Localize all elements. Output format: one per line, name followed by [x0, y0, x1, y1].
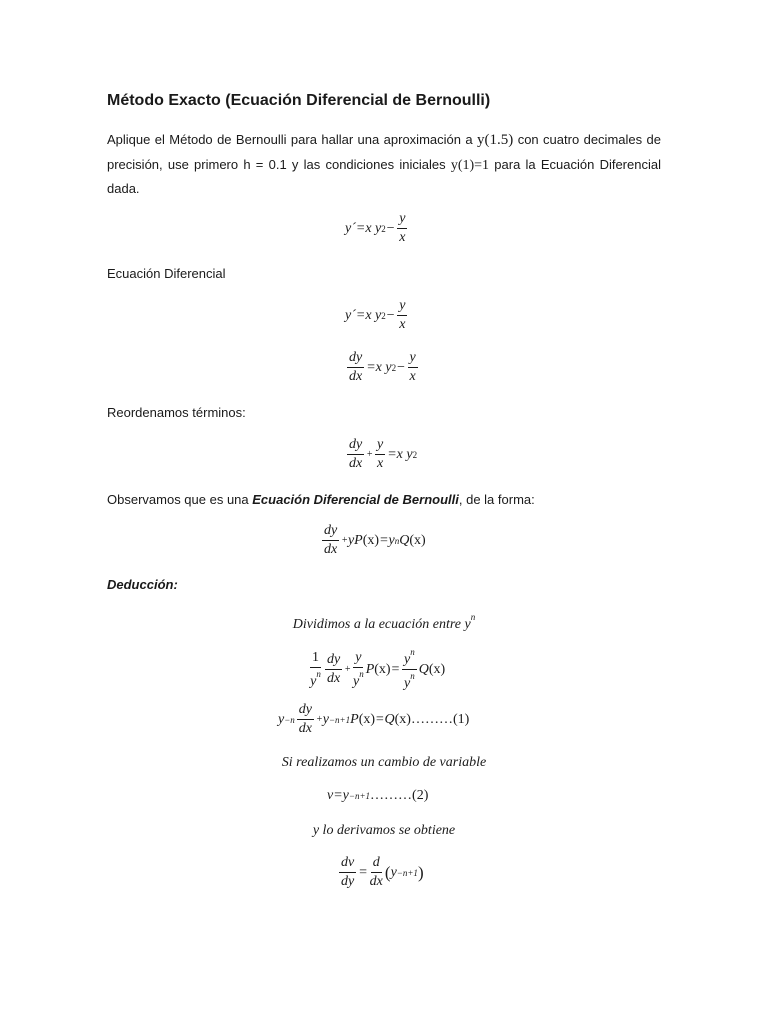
- fraction-y-over-x: [397, 212, 407, 245]
- denominator: dx: [369, 874, 383, 889]
- paren-x: (x): [394, 711, 411, 727]
- denominator: x: [409, 369, 416, 384]
- numerator: dy: [297, 703, 314, 720]
- observamos-text: Observamos que es una: [107, 492, 253, 507]
- dividimos-text: Dividimos a la ecuación entre y: [292, 617, 471, 632]
- equation-reordered: [345, 438, 417, 471]
- fraction-dv-dy: [339, 856, 356, 889]
- numerator: y: [408, 351, 418, 368]
- exp-2: 2: [381, 223, 386, 234]
- numerator: [402, 648, 417, 670]
- P-term: P: [365, 661, 375, 677]
- minus-sign: −: [385, 220, 396, 236]
- exp-neg-n-plus-1: −n+1: [348, 791, 371, 801]
- fraction-y-over-x: [375, 438, 385, 471]
- math-y-1-5: y(1.5): [477, 132, 514, 148]
- denominator: x: [376, 456, 384, 471]
- exp-n: n: [316, 668, 321, 679]
- P-term: P: [350, 711, 359, 727]
- denominator: [404, 670, 415, 691]
- y-term: y: [278, 711, 285, 727]
- eq-rhs: =x y: [366, 359, 392, 375]
- y-term: y: [390, 864, 397, 880]
- exp-n: n: [410, 671, 415, 681]
- denominator: dy: [341, 874, 355, 889]
- equation-2: [327, 788, 428, 804]
- observamos-bold: Ecuación Diferencial de Bernoulli: [252, 492, 459, 507]
- text-derivamos: y lo derivamos se obtiene: [312, 823, 456, 838]
- Q-term: Q: [384, 711, 395, 727]
- numerator: d: [371, 856, 382, 873]
- numerator: 1: [310, 651, 321, 668]
- paren-x: (x): [374, 661, 391, 677]
- fraction-y-over-x: [397, 299, 407, 332]
- intro-text-3: para la Ecuación Diferencial dada.: [107, 156, 661, 196]
- exp-neg-n-plus-1: −n+1: [396, 867, 418, 878]
- denominator: dx: [298, 721, 313, 736]
- equation-number-1: ………(1): [410, 711, 470, 727]
- label-deduccion: Deducción:: [107, 577, 178, 592]
- fraction-y-over-x: [408, 351, 418, 384]
- yP-term: yP: [347, 532, 363, 548]
- paren-x: (x): [428, 661, 446, 677]
- exp-2: 2: [381, 310, 386, 321]
- y-term: y: [322, 711, 329, 727]
- Q-term: Q: [399, 532, 410, 548]
- numerator: dy: [325, 653, 342, 670]
- exp-n: n: [394, 535, 400, 546]
- text-cambio-variable: Si realizamos un cambio de variable: [281, 755, 487, 770]
- numerator: dy: [347, 351, 364, 368]
- plus-sign: +: [316, 714, 323, 725]
- fraction-y-over-yn: [353, 651, 364, 689]
- intro-paragraph: [107, 128, 661, 201]
- fraction-1-over-yn: [310, 651, 321, 689]
- numerator: y: [397, 299, 407, 316]
- equals-sign: =: [358, 864, 368, 880]
- exp-n: n: [359, 668, 364, 679]
- math-y-1-equals-1: y(1)=1: [450, 157, 490, 173]
- numerator: y: [397, 212, 407, 229]
- v-equals-y: v=y: [327, 788, 349, 803]
- equation-derivative: [337, 856, 424, 889]
- y-term: y: [388, 532, 395, 548]
- eq-rhs: =x y: [387, 446, 413, 462]
- numerator: y: [353, 651, 363, 668]
- plus-sign: +: [366, 449, 373, 460]
- denominator: dx: [349, 369, 363, 384]
- den-y: y: [310, 673, 317, 689]
- fraction-yn-over-yn: [402, 648, 417, 691]
- numerator: dy: [347, 438, 364, 455]
- fraction-dy-dx: [297, 703, 314, 736]
- paren-x: (x): [409, 532, 426, 548]
- exp-neg-n: −n: [284, 714, 295, 725]
- equation-divided: [308, 648, 445, 691]
- exp-2: 2: [391, 362, 397, 373]
- numerator: y: [375, 438, 385, 455]
- minus-sign: −: [396, 359, 406, 375]
- fraction-d-dx: [370, 856, 383, 889]
- label-observamos: [107, 492, 535, 507]
- den-y: y: [404, 676, 411, 691]
- equals-sign: =: [375, 711, 385, 727]
- observamos-post: , de la forma:: [458, 492, 535, 507]
- plus-sign: +: [344, 664, 351, 675]
- paren-x: (x): [362, 532, 380, 548]
- label-ecuacion-diferencial: Ecuación Diferencial: [107, 266, 226, 281]
- label-reordenamos: Reordenamos términos:: [107, 405, 246, 420]
- denominator: [353, 668, 364, 689]
- numerator: dv: [339, 856, 356, 873]
- intro-text-1: Aplique el Método de Bernoulli para hallar una aproximación a: [107, 132, 478, 147]
- equation-number-2: ………(2): [370, 788, 429, 803]
- numerator: dy: [322, 524, 339, 541]
- fraction-dy-dx: [322, 524, 339, 557]
- denominator: dx: [349, 456, 363, 471]
- equals-sign: =: [390, 661, 401, 677]
- exp-n: n: [470, 612, 476, 622]
- paren-open: (: [384, 862, 391, 882]
- fraction-dy-dx: [325, 653, 342, 686]
- paren-close: ): [417, 862, 424, 882]
- plus-sign: +: [341, 535, 348, 546]
- equation-bernoulli-form: [320, 524, 426, 557]
- eq-lhs: y´=x y: [345, 307, 382, 323]
- equation-repeat: [345, 299, 409, 332]
- equals-sign: =: [379, 532, 389, 548]
- Q-term: Q: [418, 661, 429, 677]
- paren-x: (x): [358, 711, 376, 727]
- intro-text-2: con cuatro decimales de precisión, use primero h = 0.1 y las condiciones iniciales: [107, 132, 661, 172]
- denominator: x: [399, 317, 406, 332]
- denominator: [310, 668, 321, 689]
- exp-2: 2: [412, 449, 418, 460]
- eq-lhs: y´=x y: [345, 220, 382, 236]
- denominator: dx: [327, 671, 341, 686]
- fraction-dy-dx: [347, 351, 364, 384]
- minus-sign: −: [385, 307, 396, 323]
- page-title: Método Exacto (Ecuación Diferencial de Bernoulli): [107, 92, 491, 109]
- num-y: y: [404, 652, 411, 667]
- exp-n: n: [410, 647, 415, 657]
- text-dividimos: [0, 612, 768, 633]
- fraction-dy-dx: [347, 438, 364, 471]
- denominator: dx: [324, 542, 338, 557]
- exp-neg-n-plus-1: −n+1: [328, 714, 351, 725]
- equation-1: [278, 703, 469, 736]
- equation-dydx: [345, 351, 420, 384]
- den-y: y: [352, 673, 360, 689]
- denominator: x: [399, 230, 406, 245]
- equation-given: [345, 212, 409, 245]
